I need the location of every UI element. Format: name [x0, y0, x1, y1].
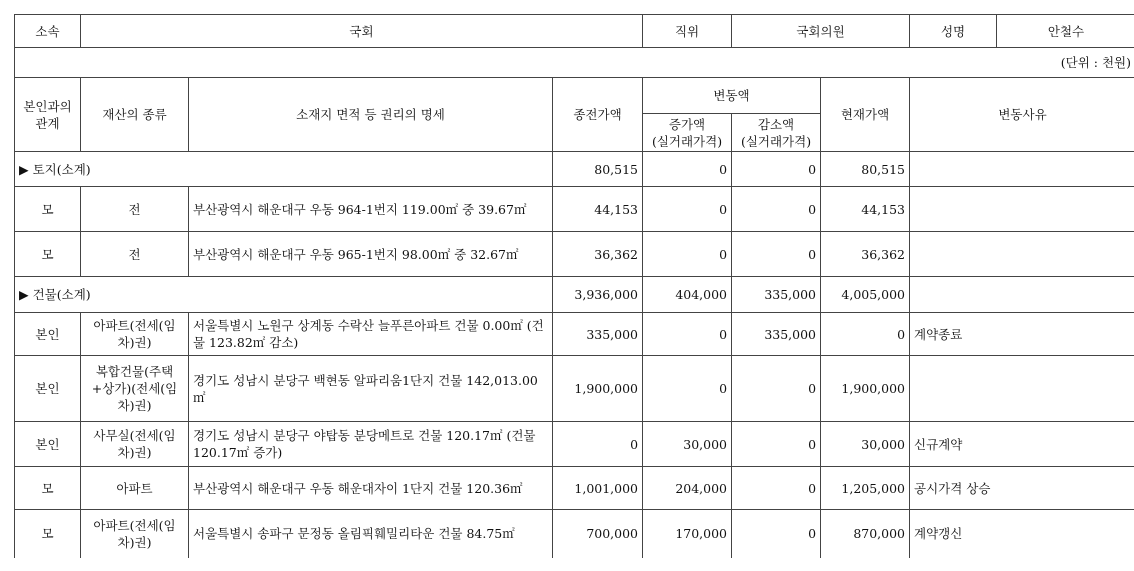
name-label: 성명: [910, 15, 997, 47]
row-decrease: 335,000: [732, 313, 821, 356]
subtotal-prev: 3,936,000: [553, 277, 643, 313]
position-value: 국회의원: [732, 15, 910, 48]
row-reason: 계약종료: [910, 313, 1134, 356]
column-header-row-1: [15, 78, 1134, 114]
name-value: 안철수: [1047, 23, 1085, 39]
table-row: [15, 232, 1134, 277]
subtotal-decrease: 335,000: [732, 277, 821, 313]
table-row: [15, 187, 1134, 232]
row-increase: 0: [643, 232, 732, 277]
row-decrease: 0: [732, 232, 821, 277]
subtotal-increase: 0: [643, 152, 732, 187]
row-reason: 공시가격 상승: [910, 467, 1134, 510]
col-decrease-sub: (실거래가격): [740, 133, 812, 149]
col-prev-value: 종전가액: [553, 78, 643, 152]
row-detail: 서울특별시 노원구 상계동 수락산 늘푸른아파트 건물 0.00㎡ (건물 123.82㎡ 감소): [189, 313, 553, 356]
col-current-value: 현재가액: [821, 78, 910, 152]
table-row: [15, 313, 1134, 356]
affiliation-value: 국회: [81, 15, 643, 48]
row-relation: 본인: [15, 313, 81, 356]
row-prev: 44,153: [553, 187, 643, 232]
section-title: ▶ 건물(소계): [15, 277, 553, 313]
col-detail: 소재지 면적 등 권리의 명세: [189, 78, 553, 152]
row-prev: 700,000: [553, 510, 643, 558]
row-current: 36,362: [821, 232, 910, 277]
row-decrease: 0: [732, 422, 821, 467]
row-relation: 본인: [15, 356, 81, 422]
row-type: 아파트(전세(임차)권): [81, 313, 189, 356]
row-detail: 경기도 성남시 분당구 야탑동 분당메트로 건물 120.17㎡ (건물 120.17㎡ 증가): [189, 422, 553, 467]
col-relation: 본인과의 관계: [15, 78, 81, 152]
subtotal-decrease: 0: [732, 152, 821, 187]
subtotal-current: 4,005,000: [821, 277, 910, 313]
col-increase: [643, 114, 732, 152]
row-decrease: 0: [732, 510, 821, 558]
row-current: 1,205,000: [821, 467, 910, 510]
table-row: [15, 356, 1134, 422]
asset-disclosure-table: [14, 14, 1134, 558]
row-type: 아파트: [81, 467, 189, 510]
subtotal-prev: 80,515: [553, 152, 643, 187]
col-increase-label: 증가액: [668, 116, 706, 132]
affiliation-label: 소속: [15, 15, 81, 48]
row-type: 전: [81, 232, 189, 277]
row-relation: 모: [15, 467, 81, 510]
row-increase: 0: [643, 313, 732, 356]
col-reason: 변동사유: [910, 78, 1134, 152]
row-decrease: 0: [732, 467, 821, 510]
row-detail: 부산광역시 해운대구 우동 965-1번지 98.00㎡ 중 32.67㎡: [189, 232, 553, 277]
row-relation: 본인: [15, 422, 81, 467]
row-detail: 서울특별시 송파구 문정동 올림픽훼밀리타운 건물 84.75㎡: [189, 510, 553, 558]
row-current: 1,900,000: [821, 356, 910, 422]
section-subtotal-row: [15, 152, 1134, 187]
row-current: 0: [821, 313, 910, 356]
col-increase-sub: (실거래가격): [651, 133, 723, 149]
col-decrease-label: 감소액: [757, 116, 795, 132]
name-cell: [910, 15, 1134, 48]
row-reason: 신규계약: [910, 422, 1134, 467]
position-label: 직위: [643, 15, 732, 48]
row-increase: 0: [643, 187, 732, 232]
col-type: 재산의 종류: [81, 78, 189, 152]
row-relation: 모: [15, 187, 81, 232]
row-prev: 36,362: [553, 232, 643, 277]
col-decrease: [732, 114, 821, 152]
row-reason: [910, 356, 1134, 422]
row-type: 복합건물(주택+상가)(전세(임차)권): [81, 356, 189, 422]
subtotal-current: 80,515: [821, 152, 910, 187]
row-detail: 부산광역시 해운대구 우동 964-1번지 119.00㎡ 중 39.67㎡: [189, 187, 553, 232]
row-relation: 모: [15, 510, 81, 558]
row-prev: 0: [553, 422, 643, 467]
row-reason: 계약갱신: [910, 510, 1134, 558]
row-increase: 170,000: [643, 510, 732, 558]
row-current: 44,153: [821, 187, 910, 232]
section-subtotal-row: [15, 277, 1134, 313]
row-prev: 1,900,000: [553, 356, 643, 422]
table-row: [15, 510, 1134, 558]
row-reason: [910, 187, 1134, 232]
col-change: 변동액: [643, 78, 821, 114]
row-detail: 경기도 성남시 분당구 백현동 알파리움1단지 건물 142,013.00㎡: [189, 356, 553, 422]
row-prev: 335,000: [553, 313, 643, 356]
subtotal-reason: [910, 277, 1134, 313]
row-current: 30,000: [821, 422, 910, 467]
row-type: 전: [81, 187, 189, 232]
row-decrease: 0: [732, 187, 821, 232]
section-title: ▶ 토지(소계): [15, 152, 553, 187]
row-reason: [910, 232, 1134, 277]
row-current: 870,000: [821, 510, 910, 558]
row-relation: 모: [15, 232, 81, 277]
table-row: [15, 422, 1134, 467]
header-info-row: [15, 15, 1134, 48]
subtotal-reason: [910, 152, 1134, 187]
subtotal-increase: 404,000: [643, 277, 732, 313]
row-increase: 204,000: [643, 467, 732, 510]
row-increase: 30,000: [643, 422, 732, 467]
row-type: 사무실(전세(임차)권): [81, 422, 189, 467]
row-increase: 0: [643, 356, 732, 422]
row-decrease: 0: [732, 356, 821, 422]
row-detail: 부산광역시 해운대구 우동 해운대자이 1단지 건물 120.36㎡: [189, 467, 553, 510]
unit-row: [15, 48, 1134, 78]
row-type: 아파트(전세(임차)권): [81, 510, 189, 558]
table-row: [15, 467, 1134, 510]
unit-note: (단위 : 천원): [15, 48, 1134, 78]
row-prev: 1,001,000: [553, 467, 643, 510]
